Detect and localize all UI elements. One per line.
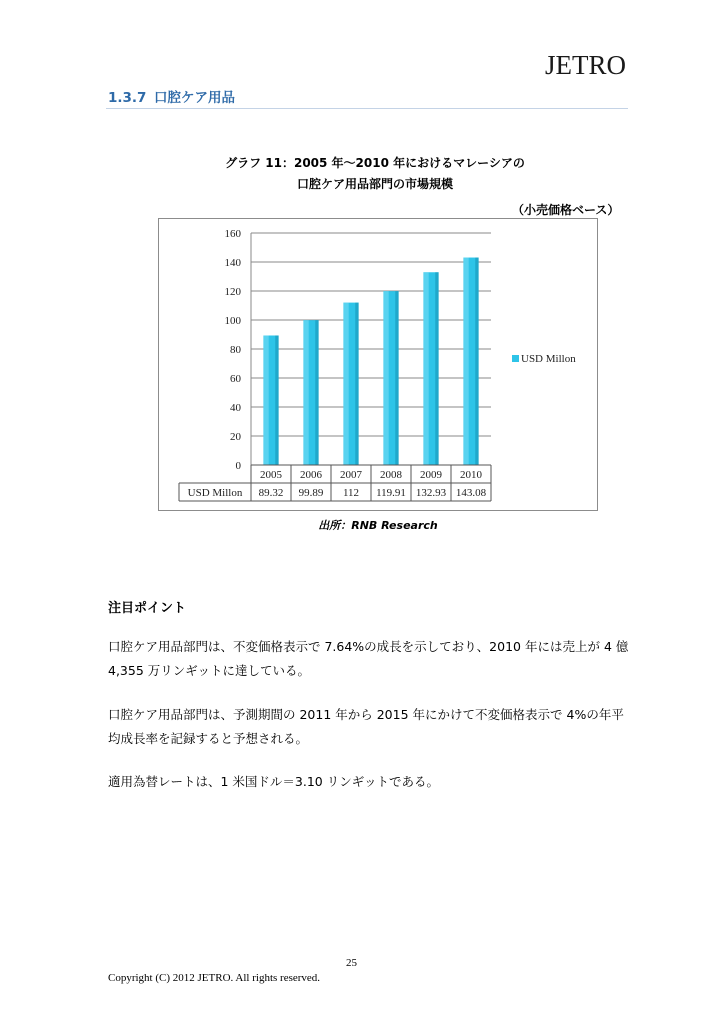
bar-highlight [463,258,468,465]
bar-highlight [423,272,428,465]
paragraph-growth: 口腔ケア用品部門は、不変価格表示で 7.64%の成長を示しており、2010 年には売上が 4 億 4,355 万リンギットに達している。 [108,639,629,678]
y-tick-label: 80 [230,344,241,356]
legend-swatch [512,355,519,362]
bar-highlight [263,335,268,465]
jetro-logo: JETRO [545,50,626,80]
x-tick-label: 2005 [260,469,282,481]
x-tick-label: 2006 [300,469,322,481]
bar-chart [159,219,597,510]
y-tick-label: 160 [224,228,241,240]
paragraph-exchange-rate: 適用為替レートは、1 米国ドル＝3.10 リンギットである。 [108,774,439,789]
data-label: 89.32 [258,487,284,499]
x-tick-label: 2007 [340,469,362,481]
highlights-heading: 注目ポイント [108,601,187,616]
x-tick-label: 2010 [460,469,482,481]
y-tick-label: 120 [224,286,241,298]
y-tick-label: 140 [224,257,241,269]
y-tick-label: 0 [235,460,241,472]
chart-source: 出所：RNB Research [318,519,438,532]
data-label: 99.89 [298,487,324,499]
bar-highlight [343,303,348,465]
x-tick-label: 2008 [380,469,402,481]
unit-note: （小売価格ベース） [512,203,620,217]
bar-shade [315,320,318,465]
data-label: 132.93 [415,487,447,499]
data-label: 119.91 [376,487,406,499]
y-tick-label: 20 [230,431,241,443]
section-number: 1.3.7 [108,90,147,106]
bar-shade [355,303,358,465]
data-label: 143.08 [455,487,487,499]
copyright: Copyright (C) 2012 JETRO. All rights reserved. [108,972,321,984]
x-tick-label: 2009 [420,469,442,481]
bar-shade [275,335,278,465]
section-heading [108,86,628,108]
table-series-label: USD Millon [187,487,243,499]
y-tick-label: 100 [224,315,241,327]
chart-frame [158,218,598,511]
bar-shade [435,272,438,465]
bar-shade [475,258,478,465]
section-divider [106,108,628,109]
bar-shade [395,291,398,465]
bar-highlight [383,291,388,465]
chart-title-line1: グラフ 11：2005 年～2010 年におけるマレーシアの [225,156,525,170]
section-title: 口腔ケア用品 [154,90,235,106]
data-label: 112 [342,487,360,499]
chart-title-line2: 口腔ケア用品部門の市場規模 [296,177,453,191]
paragraph-forecast: 口腔ケア用品部門は、予測期間の 2011 年から 2015 年にかけて不変価格表示で 4%の年平均成長率を記録すると予想される。 [108,707,624,746]
legend-label: USD Millon [521,353,576,365]
y-tick-label: 40 [230,402,241,414]
y-tick-label: 60 [230,373,241,385]
bar-highlight [303,320,308,465]
page-number: 25 [346,957,357,969]
